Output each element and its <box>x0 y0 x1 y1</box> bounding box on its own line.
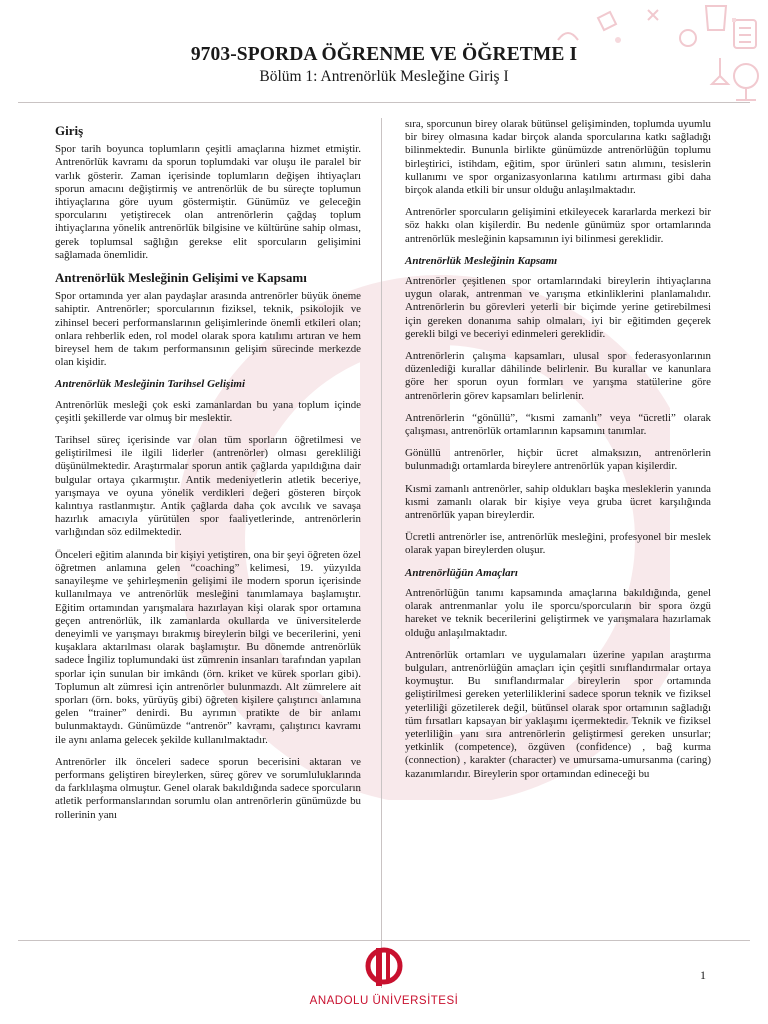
university-logo <box>300 944 468 1016</box>
paragraph: Önceleri eğitim alanında bir kişiyi yetiştiren, ona bir şeyi öğreten özel öğretmen anlamına gelen “coaching” kelimesi, 19. yüzyılda sanayileşme ve şehirleşmenin gelişimi ile modern sporun içerisinde kullanılmaya ve antrenörlük mesleğini tanımlamaya başlamıştır. Eğitim ortamından yarışmalara hazırlayan kişi olarak spor ortamına geçen antrenörlük, ilk zamanlarda okullarda ve üniversitelerde deneyimli ve yarışmayı bırakmış bireylerin bilgi ve becerilerini, yeni kuşaklara aktarılması olarak başlamıştır. Bu dönemde antrenörlük sadece İngiliz toplumundaki üst zümrenin insanları tarafından yapılan sporlar için sunulan bir imkândı (örn. kriket ve kürek sporları gibi). Toplumun alt zümresi için antrenörler bulunmazdı. Alt zümrelere ait sporları (örn. boks, yürüyüş gibi) öğreten kişilere çalıştırıcı anlamına gelen “trainer” denirdi. Bu ayrımın pratikte de bir anlamı bulunmaktaydı. Günümüzde “antrenör” kavramı, çalıştırıcı kavramı ile aynı anlama gelecek şekilde kullanılmaktadır. <box>55 548 361 746</box>
paragraph: Spor ortamında yer alan paydaşlar arasında antrenörler büyük öneme sahiptir. Antrenörler; sporcularının fiziksel, teknik, psikolojik ve zihinsel beceri performanslarının gelişimlerinde önemli etkileri olan; onlara rehberlik eden, rol model olarak spora katılımı artıran ve hem bireysel hem de takım performansının gelişim sürecinde merkezde olan kişidir. <box>55 290 361 369</box>
document-header <box>0 44 768 86</box>
subheading-amaclar: Antrenörlüğün Amaçları <box>405 566 518 579</box>
section-heading-gelisim: Antrenörlük Mesleğinin Gelişimi ve Kapsamı <box>55 270 307 286</box>
anadolu-logo-icon <box>364 944 404 988</box>
paragraph: Antrenörlük mesleği çok eski zamanlardan bu yana toplum içinde çeşitli şekillerde var olmuş bir meslektir. <box>55 398 361 424</box>
page-title: 9703-SPORDA ÖĞRENME VE ÖĞRETME I <box>190 44 578 65</box>
paragraph: Antrenörler ilk önceleri sadece sporun becerisini aktaran ve performans geliştiren bireylerken, süreç görev ve sorumluluklarında da farklılaşma olmuştur. Genel olarak bakıldığında sadece sporcuların atletik performanslarından sorumlu olan antrenörlerin günümüzde bu rollerinin yanı <box>55 755 361 821</box>
column-divider <box>381 118 382 988</box>
paragraph: Antrenörlüğün tanımı kapsamında amaçlarına bakıldığında, genel olarak antrenmanlar yolu ile sporcu/sporcuların bir spora özgü hareket ve teknik becerilerini geliştirmek ve yarışmalara hazırlamak olduğu anlaşılmaktadır. <box>405 586 711 639</box>
paragraph: Kısmi zamanlı antrenörler, sahip oldukları başka mesleklerin yanında kısmi zamanlı olarak bir kişiye veya gruba ücret karşılığında antrenörlük yapan bireylerdir. <box>405 482 711 522</box>
paragraph: Antrenörlük ortamları ve uygulamaları üzerine yapılan araştırma bulguları, antrenörlüğün amaçları için çeşitli sınıflandırmalar ortaya koymuştur. Bu sınıflandırmalar bireylerin spor ortamında geliştirilmesi gereken yeterliliklerini sadece sporun teknik ve fiziksel yeterliliği gözetilerek değil, bütünsel olarak spor ortamının sağladığı tüm fırsatları kapsayan bir yaklaşımı içermektedir. Teknik ve fiziksel yeterliliğin yanı sıra antrenörlerin geliştirmesi gereken unsurlar; yetkinlik (competence), özgüven (confidence) , bağ kurma (connection) , karakter (character) ve umursama-umursanma (caring) kazanımlarıdır. Bireylerin spor ortamından edineceği bu <box>405 648 711 780</box>
paragraph: Antrenörlerin “gönüllü”, “kısmi zamanlı” veya “ücretli” olarak çalışması, antrenörlük ortamlarının kapsamını tanımlar. <box>405 411 711 438</box>
chapter-subtitle: Bölüm 1: Antrenörlük Mesleğine Giriş I <box>259 68 509 85</box>
paragraph: Antrenörlerin çalışma kapsamları, ulusal spor federasyonlarının düzenlediği kurallar dâhilinde belirlenir. Bu kurallar ve kanunlara göre her sporun oyun formları ve yarışma statülerine göre antrenörlerin görev kapsamları belirlenir. <box>405 350 711 402</box>
left-column <box>55 118 361 831</box>
paragraph: Antrenörler çeşitlenen spor ortamlarındaki bireylerin ihtiyaçlarına uygun olarak, antrenman ve yarışma etkinliklerini planlamalıdır. Antrenörlerin bu görevleri yeterli bir biçimde yerine getirebilmesi için gereken donanıma sahip olmaları, iyi bir eğitimden geçerek gerekli bilgi ve beceriyi edinmeleri gereklidir. <box>405 275 711 340</box>
paragraph: Spor tarih boyunca toplumların çeşitli amaçlarına hizmet etmiştir. Antrenörlük kavramı da sporun toplumdaki var oluşu ile paralel bir varlık gösterir. Zaman içerisinde toplumların değişen ihtiyaçları sporun amacını değiştirmiş ve antrenörlük de bu süreçte toplumun ihtiyaçlarına göre uyum göstermiştir. Günümüz ve geleceğin sporcularını yetiştirecek olan antrenörlerin çağdaş toplum ihtiyaçlarına yönelik antrenörlük bilgisine ve kültürüne sahip olması, gerek toplumsal sağlığın gerekse elit sporcuların gelişimini sağlamada önemlidir. <box>55 143 361 261</box>
university-name: ANADOLU ÜNİVERSİTESİ <box>309 995 459 1007</box>
section-heading-giris: Giriş <box>55 123 84 138</box>
paragraph: Ücretli antrenörler ise, antrenörlük mesleğini, profesyonel bir meslek olarak yapan bireylerden oluşur. <box>405 531 711 557</box>
subheading-kapsam: Antrenörlük Mesleğinin Kapsamı <box>405 254 558 267</box>
paragraph: Gönüllü antrenörler, hiçbir ücret almaksızın, antrenörlerin bulunmadığı ortamlarda bireylere antrenörlük yapan kişilerdir. <box>405 447 711 473</box>
paragraph: sıra, sporcunun birey olarak bütünsel gelişiminden, toplumda uyumlu bir birey olmasına kadar birçok alanda sporcularına katkı sağladığı bilinmektedir. Bununla birlikte günümüzde antrenörlüğün toplumu birleştirici, istihdam, eğitim, spor ürünleri satın alımını, tesislerin kullanımı ve spor organizasyonlarına katılımı artırması gibi daha birçok alanda etkili bir unsur olduğu anlaşılmaktadır. <box>405 118 711 197</box>
paragraph: Antrenörler sporcuların gelişimini etkileyecek kararlarda merkezi bir söz hakkı olan kişilerdir. Bu nedenle günümüz spor ortamlarında antrenörlük mesleğinin kapsamının iyi bilinmesi gereklidir. <box>405 206 711 245</box>
subheading-tarihsel: Antrenörlük Mesleğinin Tarihsel Gelişimi <box>55 378 245 391</box>
paragraph: Tarihsel süreç içerisinde var olan tüm sporların öğretilmesi ve geliştirilmesi ile ilgili liderler (antrenörler) olması gerekliliği düşünülmektedir. Araştırmalar sporun antik çağlarda yapıldığına dair bulgular ortaya çıkarmıştır. Antik medeniyetlerin atletik beceriye, yarışmaya ve oyuna yönelik verdikleri değeri gösteren birçok kalıntıya rastlanmıştır. Antik çağlarda daha çok avcılık ve savaşa hazırlık amacıyla yürütülen spor faaliyetlerinde, antrenörlerin varlığından söz edilmektedir. <box>55 434 361 539</box>
page-number: 1 <box>700 968 706 982</box>
right-column <box>405 118 711 790</box>
footer-rule <box>18 940 750 941</box>
header-rule <box>18 102 750 103</box>
